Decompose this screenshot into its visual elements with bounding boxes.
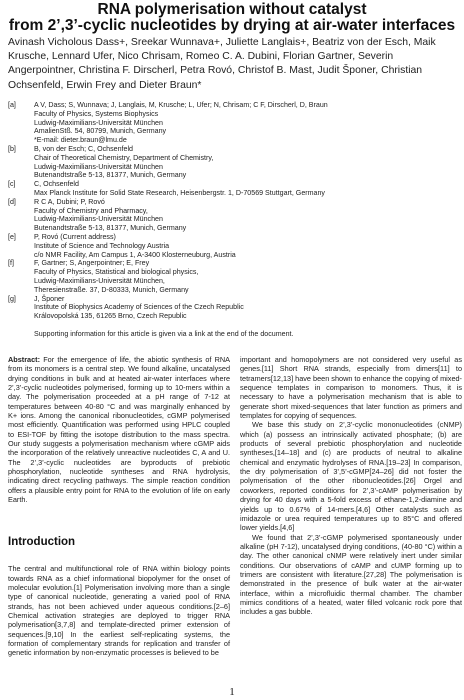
affiliation-line: *E-mail: dieter.braun@lmu.de — [34, 136, 127, 145]
affiliation-line: F, Gartner; S, Angerpointner; E, Frey — [34, 259, 150, 268]
affiliation-lines — [34, 233, 456, 259]
affiliation-line: Butenandtstraße 5-13, 81377, Munich, Germany — [34, 171, 187, 180]
affiliation-line: Institute of Science and Technology Austria — [34, 241, 170, 250]
affiliation-line: Max Planck Institute for Solid State Research, Heisenbergstr. 1, D-70569 Stuttgart, Germany — [34, 188, 325, 197]
intro-paragraph: The central and multifunctional role of RNA within biology points towards RNA as a chief informational biopolymer for the onset of molecular evolution.[1] Polymerisation involving more than a single type of canonical nucleotide, generating a varied pool of RNA strands, has not been achieved under aqueous conditions.[2–6] Chemical activation strategies are deployed to trigger RNA polymerisation[3,7,8] and template-directed primer extension of sequences.[9,10] In the earliest self-replicating systems, the formation of complementary strands for replication and transfer of genetic information by non-enzymatic processes is believed to be — [8, 564, 230, 658]
affiliation-key: [a] — [8, 101, 16, 109]
abstract — [8, 355, 230, 505]
affiliation-line: A V, Dass; S, Wunnava; J, Langlais, M, Krusche; L, Ufer; N, Chrisam; C F, Dirscherl, D, Braun — [34, 101, 328, 109]
affiliation-line: Butenandtstraße 5-13, 81377, Munich, Germany — [34, 224, 187, 233]
affiliation-lines — [34, 180, 456, 198]
affiliation-key: [f] — [8, 259, 14, 268]
affiliation-line: Institute of Biophysics Academy of Sciences of the Czech Republic — [34, 303, 244, 312]
affiliation-line: Královopolská 135, 61265 Brno, Czech Republic — [34, 312, 187, 321]
supporting-info-note: Supporting information for this article is given via a link at the end of the document. — [34, 330, 294, 338]
affiliation-line: P, Rovó (Current address) — [34, 232, 116, 241]
affiliation-line: AmalienStß. 54, 80799, Munich, Germany — [34, 127, 167, 136]
affiliation-line: B, von der Esch; C, Ochsenfeld — [34, 144, 133, 153]
affiliation-line: Ludwig-Maximilians-Universität München — [34, 215, 163, 224]
affiliation-entry — [8, 198, 456, 233]
affiliation-entry — [8, 233, 456, 259]
affiliation-line: C, Ochsenfeld — [34, 180, 79, 189]
right-paragraph-2: We base this study on 2’,3’-cyclic mononucleotides (cNMP) which (a) possess an intrinsically activated phosphate; (b) are products of several prebiotic phosphorylation and nucleotide syntheses,[14–18] and (c) are products of neutral to alkaline chemical and enzymatic hydrolyses of RNA.[19–23] In comparison, the dry polymerisation of 3’,5’-cGMP[24–26] did not foster the polymerisation of the other ribonucleotides.[26] Orgel and coworkers, reported conditions for 2’,3’-cAMP polymerisation by drying for 40 days with a 5-fold excess of ethane-1,2-diamine and yields up to 0.67% of 14-mers.[4,6] Other catalysts such as imidazole or urea required temperatures up to 85°C and offered lower yields.[4,6] — [240, 420, 462, 533]
right-paragraph-3: We found that 2’,3’-cGMP polymerised spontaneously under alkaline (pH 7-12), uncatalysed drying conditions, (40-80 °C) within a day. The other canonical cNMP were relatively inert under similar conditions. Our observations of cAMP and cUMP forming up to trimers are consistent with literature.[27,28] The polymerisation is demonstrated in the presence of bulk water at the air-water interface, within a microfluidic thermal chamber. The chamber mimics conditions of a heated, water filled volcanic rock pore that includes a gas bubble. — [240, 532, 462, 617]
affiliation-lines — [34, 198, 456, 233]
affiliation-line: Faculty of Physics, Systems Biophysics — [34, 109, 159, 118]
affiliation-line: Ludwig-Maximilians-Universität München, — [34, 276, 165, 285]
affiliation-line: Faculty of Physics, Statistical and biological physics, — [34, 268, 199, 277]
affiliation-line: Theresienstraße. 37, D-80333, Munich, Germany — [34, 285, 189, 294]
affiliation-entry — [8, 259, 456, 294]
affiliation-lines — [34, 145, 456, 180]
affiliation-line: Ludwig-Maximilians-Universität München — [34, 162, 163, 171]
affiliation-line: c/o NMR Facility, Am Campus 1, A-3400 Klosterneuburg, Austria — [34, 250, 236, 259]
affiliation-line: J, Šponer — [34, 294, 65, 303]
affiliation-entry — [8, 180, 456, 198]
title-line-2: from 2’,3’-cyclic nucleotides by drying at air-water interfaces — [8, 17, 456, 34]
affiliations — [8, 101, 456, 321]
affiliation-key: [e] — [8, 232, 16, 241]
affiliation-key: [b] — [8, 144, 16, 153]
introduction-text — [8, 557, 230, 665]
title-line-1: RNA polymerisation without catalyst — [97, 1, 367, 18]
affiliation-entry — [8, 295, 456, 321]
affiliation-key: [c] — [8, 180, 16, 189]
abstract-label: Abstract: — [8, 355, 41, 364]
affiliation-lines — [34, 259, 456, 294]
abstract-text: For the emergence of life, the abiotic synthesis of RNA from its monomers is a central step. We found alkaline, uncatalysed drying conditions in bulk and at heated air-water interfaces where 2’,3’-cyclic nucleotides polymerised, forming up to 10-mers within a day. The polymerisation proceeded at a pH range of 7-12 at temperatures between 40-80 °C and was marginally enhanced by K+ ions. Among the canonical ribonucleotides, cGMP polymerised most efficiently. Quantification was performed using HPLC coupled to ESI-TOF by fitting the isotope distribution to the mass spectra. Our study suggests a polymerisation mechanism where cGMP aids the incorporation of the relatively unreactive nucleotides C, A and U. The 2’,3’-cyclic nucleotides are byproducts of prebiotic phosphorylation, nucleotide syntheses and RNA hydrolysis, indicating direct recycling pathways. The simple reaction condition offers a plausible entry point for RNA to the evolution of life on early Earth. — [8, 355, 230, 505]
affiliation-lines — [34, 101, 456, 145]
right-paragraph-1: important and homopolymers are not considered very useful as genes.[11] Short RNA strands, especially from dimers[11] to tetramers[12,13] have been shown to enhance the copying of mixed-sequence templates in comparison to monomers. Thus, it is necessary to have a polymerisation mechanism that is able to generate short mixed-sequences that later function as primers and templates for copying of sequences. — [240, 355, 462, 421]
affiliation-line: Chair of Theoretical Chemistry, Department of Chemistry, — [34, 153, 214, 162]
affiliation-line: R C A, Dubini; P, Rovó — [34, 197, 105, 206]
page-number: 1 — [229, 686, 235, 698]
affiliation-key: [g] — [8, 294, 16, 303]
paper-title — [0, 2, 464, 34]
affiliation-entry — [8, 145, 456, 180]
affiliation-entry — [8, 101, 456, 145]
author-list: Avinash Vicholous Dass+, Sreekar Wunnava+, Juliette Langlais+, Beatriz von der Esch, Maik Krusche, Lennard Ufer, Nico Chrisam, Romeo C. A. Dubini, Florian Gartner, Severin Angerpointner, Christina F. Dirscherl, Petra Rovó, Christof B. Mast, Judit Šponer, Christian Ochsenfeld, Erwin Frey and Dieter Braun* — [8, 37, 436, 91]
affiliation-line: Ludwig-Maximilians-Universität München — [34, 118, 163, 127]
section-heading-introduction: Introduction — [8, 536, 76, 548]
affiliation-line: Faculty of Chemistry and Pharmacy, — [34, 206, 148, 215]
affiliation-key: [d] — [8, 197, 16, 206]
right-column — [240, 355, 462, 617]
affiliation-lines — [34, 295, 456, 321]
